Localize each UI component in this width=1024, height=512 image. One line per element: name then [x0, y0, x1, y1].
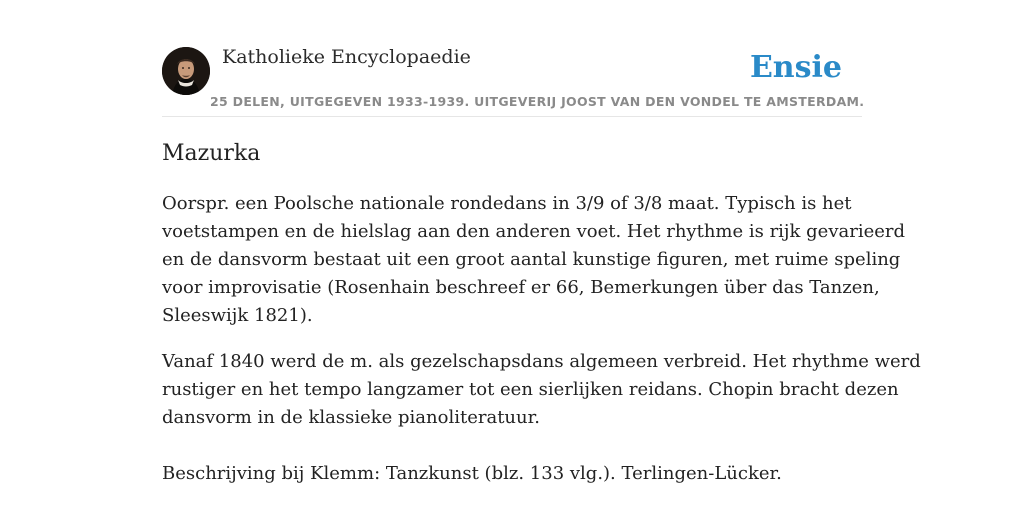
portrait-icon: [162, 47, 210, 95]
paragraph-line: rustiger en het tempo langzamer tot een sierlijken reidans. Chopin bracht dezen: [162, 379, 899, 400]
ensie-logo-link[interactable]: Ensie: [749, 50, 842, 85]
paragraph-line: voetstampen en de hielslag aan den anderen voet. Het rhythme is rijk gevarieerd: [162, 221, 906, 242]
site-header: [162, 44, 865, 117]
article-paragraph: [162, 190, 906, 330]
paragraph-line: voor improvisatie (Rosenhain beschreef er 66, Bemerkungen über das Tanzen,: [162, 277, 880, 298]
site-title-link[interactable]: Katholieke Encyclopaedie: [222, 46, 471, 68]
article-source: Beschrijving bij Klemm: Tanzkunst (blz. 133 vlg.). Terlingen-Lücker.: [162, 463, 782, 484]
paragraph-line: Vanaf 1840 werd de m. als gezelschapsdans algemeen verbreid. Het rhythme werd: [162, 351, 921, 372]
avatar[interactable]: [162, 47, 210, 95]
paragraph-line: en de dansvorm bestaat uit een groot aantal kunstige figuren, met ruime speling: [162, 249, 901, 270]
paragraph-line: Sleeswijk 1821).: [162, 305, 313, 326]
article-title: Mazurka: [162, 141, 261, 166]
article-paragraph: [162, 348, 921, 432]
paragraph-line: dansvorm in de klassieke pianoliteratuur.: [162, 407, 540, 428]
article: [162, 138, 921, 488]
paragraph-line: Oorspr. een Poolsche nationale rondedans in 3/9 of 3/8 maat. Typisch is het: [162, 193, 852, 214]
publication-subtitle: 25 DELEN, UITGEGEVEN 1933-1939. UITGEVERIJ JOOST VAN DEN VONDEL TE AMSTERDAM.: [210, 94, 865, 109]
